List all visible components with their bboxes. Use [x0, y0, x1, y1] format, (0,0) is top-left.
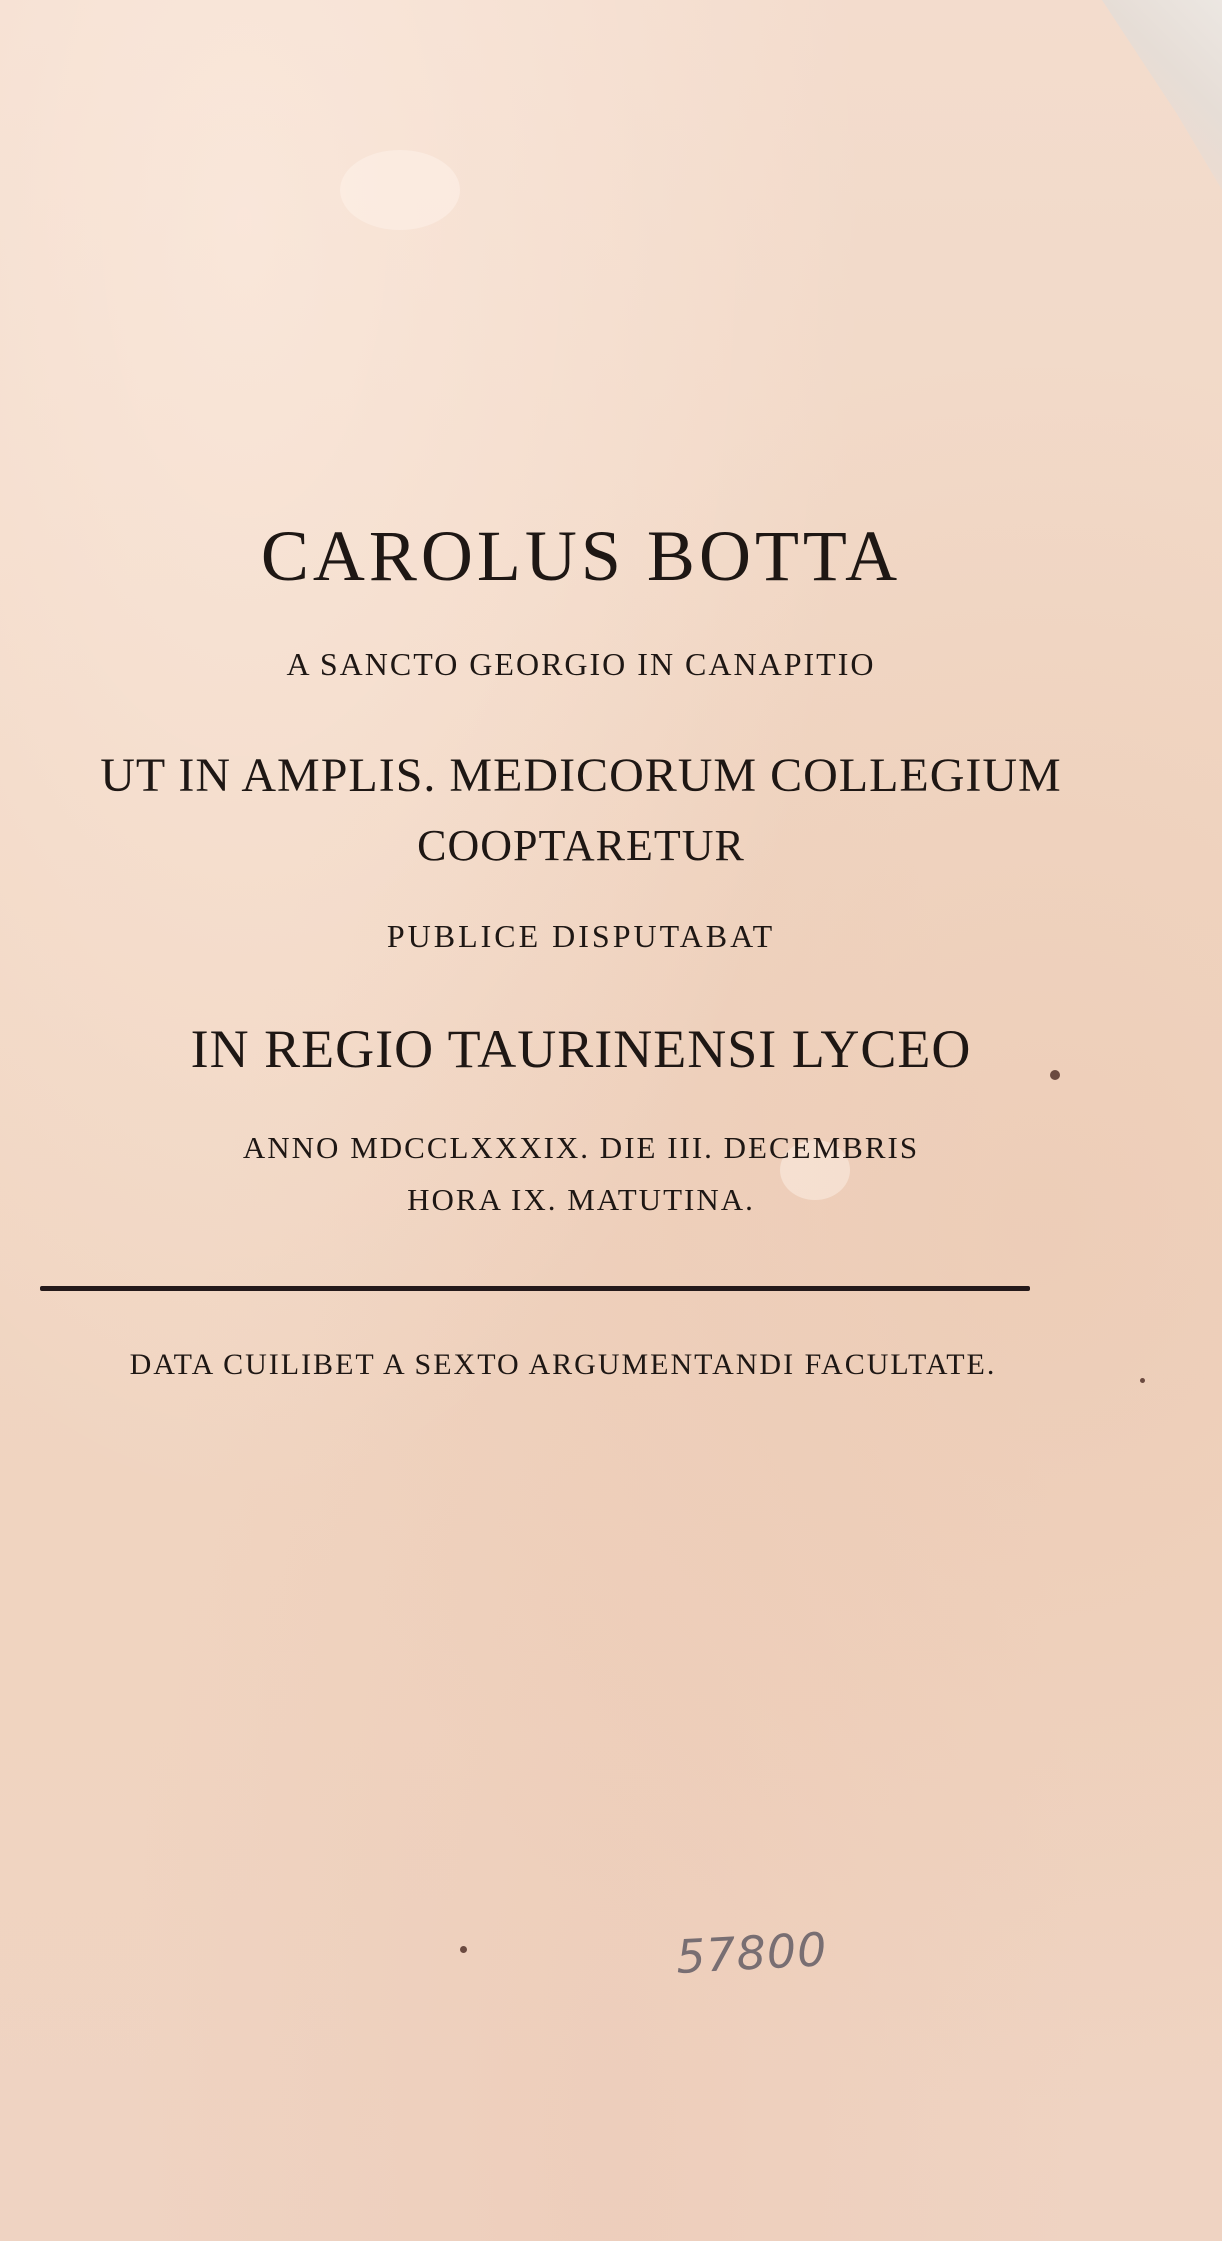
- author-name: CAROLUS BOTTA: [260, 516, 902, 596]
- purpose-line: UT IN AMPLIS. MEDICORUM COLLEGIUM: [100, 749, 1062, 802]
- horizontal-rule: [40, 1286, 1030, 1291]
- note-line: DATA CUILIBET A SEXTO ARGUMENTANDI FACULTATE.: [129, 1348, 997, 1381]
- purpose-line-2: COOPTARETUR: [417, 821, 745, 870]
- hour-line: HORA IX. MATUTINA.: [407, 1182, 755, 1217]
- paper-stain: [340, 150, 460, 230]
- date-line: ANNO MDCCLXXXIX. DIE III. DECEMBRIS: [242, 1130, 920, 1165]
- action-line: PUBLICE DISPUTABAT: [386, 918, 776, 954]
- ink-speck: [1140, 1378, 1145, 1383]
- shelfmark-annotation: 57800: [674, 1922, 829, 1984]
- place-line: IN REGIO TAURINENSI LYCEO: [190, 1019, 972, 1079]
- author-origin: A SANCTO GEORGIO IN CANAPITIO: [286, 646, 876, 682]
- page-corner-curl: [1072, 0, 1222, 190]
- ink-speck: [1050, 1070, 1060, 1080]
- ink-speck: [460, 1946, 467, 1953]
